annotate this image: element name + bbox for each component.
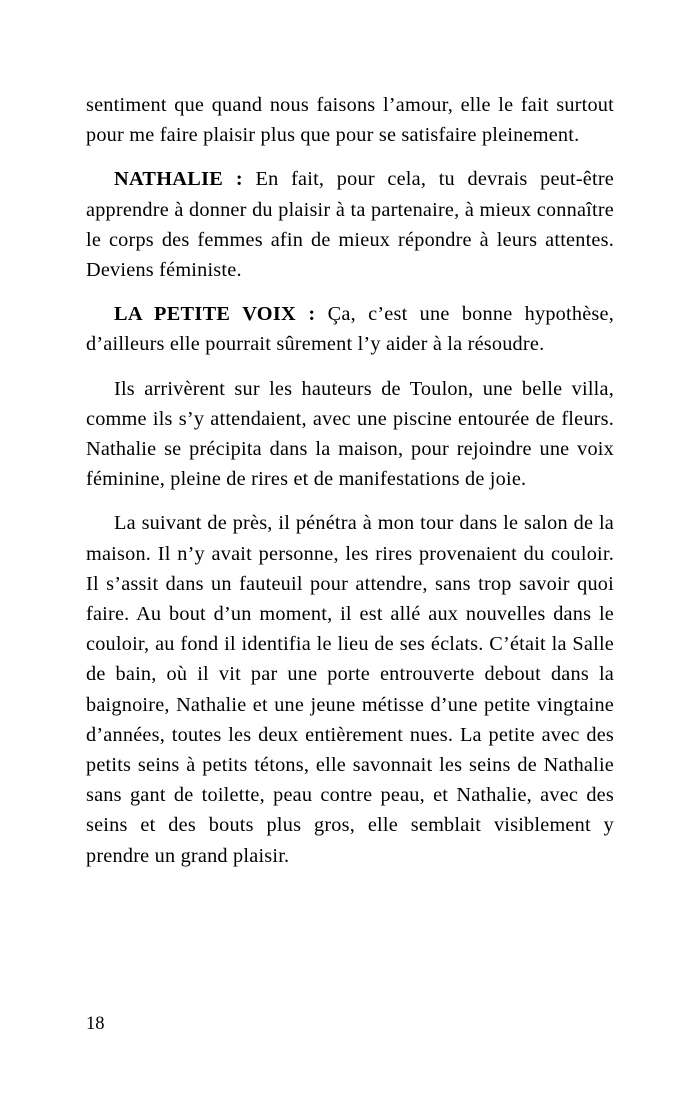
paragraph-dialogue-la-petite-voix (86, 299, 614, 359)
speaker-label-la-petite-voix: LA PETITE VOIX : (114, 303, 316, 326)
paragraph-dialogue-nathalie (86, 164, 614, 285)
paragraph-continuation (86, 90, 614, 150)
paragraph-toulon (86, 374, 614, 495)
page-text-block (86, 90, 614, 871)
speaker-label-nathalie: NATHALIE : (114, 168, 243, 191)
paragraph-text: Ils arrivèrent sur les hauteurs de Toulon, une belle villa, comme ils s’y attendaient, avec une piscine entourée de fleurs. Nathalie se précipita dans la maison, pour rejoindre une voix féminine, pleine de rires et de manifestations de joie. (86, 377, 614, 491)
paragraph-salon (86, 508, 614, 870)
paragraph-text: En fait, pour cela, tu devrais peut-être apprendre à donner du plaisir à ta partenaire, à mieux connaître le corps des femmes afin de mieux répondre à leurs attentes. Deviens féministe. (86, 168, 615, 282)
page-number: 18 (86, 1014, 105, 1034)
paragraph-text: sentiment que quand nous faisons l’amour, elle le fait surtout pour me faire plaisir plus que pour se satisfaire pleinement. (86, 94, 614, 147)
paragraph-text: Ça, c’est une bonne hypothèse, d’ailleurs elle pourrait sûrement l’y aider à la résoudre. (86, 303, 614, 356)
paragraph-text: La suivant de près, il pénétra à mon tour dans le salon de la maison. Il n’y avait personne, les rires provenaient du couloir. Il s’assit dans un fauteuil pour attendre, sans trop savoir quoi faire. Au bout d’un moment, il est allé aux nouvelles dans le couloir, au fond il identifia le lieu de ses éclats. C’était la Salle de bain, où il vit par une porte entrouverte debout dans la baignoire, Nathalie et une jeune métisse d’une petite vingtaine d’années, toutes les deux entièrement nues. La petite avec des petits seins à petits tétons, elle savonnait les seins de Nathalie sans gant de toilette, peau contre peau, et Nathalie, avec des seins et des bouts plus gros, elle semblait visiblement y prendre un grand plaisir. (86, 512, 614, 867)
